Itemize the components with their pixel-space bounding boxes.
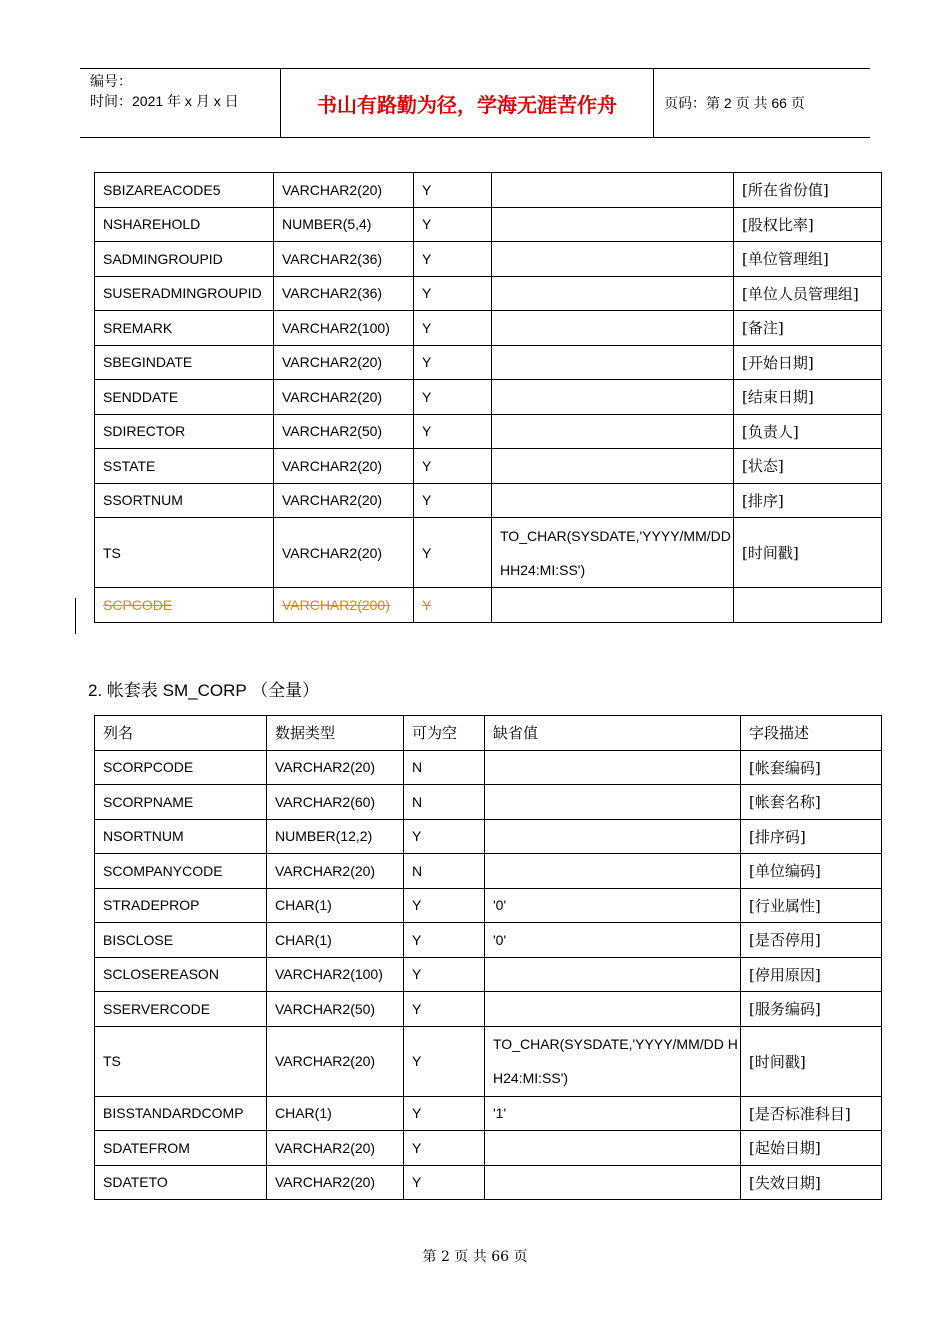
- nullable-cell: Y: [404, 957, 485, 992]
- description-cell: [帐套名称]: [741, 785, 882, 820]
- table-row: [95, 750, 882, 785]
- column-name-cell: SENDDATE: [95, 380, 274, 415]
- header-motto: 书山有路勤为径，学海无涯苦作舟: [281, 69, 654, 137]
- default-value-cell: [492, 173, 734, 208]
- data-type-cell: CHAR(1): [267, 888, 404, 923]
- default-value-cell: [485, 957, 741, 992]
- description-cell: [是否标准科目]: [741, 1096, 882, 1131]
- data-type-cell: VARCHAR2(100): [274, 311, 414, 346]
- table-row: [95, 345, 882, 380]
- nullable-cell: Y: [414, 380, 492, 415]
- column-name-cell: SBEGINDATE: [95, 345, 274, 380]
- nullable-cell: Y: [404, 1165, 485, 1200]
- default-value-cell: [492, 414, 734, 449]
- column-name-cell: SDATEFROM: [95, 1131, 267, 1166]
- table-row: [95, 483, 882, 518]
- table-row: [95, 173, 882, 208]
- column-name-cell: SDATETO: [95, 1165, 267, 1200]
- table-row: [95, 785, 882, 820]
- data-type-cell: NUMBER(12,2): [267, 819, 404, 854]
- table-row: [95, 992, 882, 1027]
- column-name-cell: SDIRECTOR: [95, 414, 274, 449]
- page-header: [80, 68, 870, 138]
- column-name-cell: SCPCODE: [95, 588, 274, 623]
- table-row: [95, 1165, 882, 1200]
- nullable-cell: Y: [414, 276, 492, 311]
- description-cell: [停用原因]: [741, 957, 882, 992]
- table-row: [95, 1026, 882, 1096]
- description-cell: [起始日期]: [741, 1131, 882, 1166]
- column-name-cell: SUSERADMINGROUPID: [95, 276, 274, 311]
- data-type-cell: VARCHAR2(200): [274, 588, 414, 623]
- description-cell: [所在省份值]: [734, 173, 882, 208]
- nullable-cell: Y: [414, 207, 492, 242]
- default-value-cell: [492, 449, 734, 484]
- column-name-cell: SCOMPANYCODE: [95, 854, 267, 889]
- table-row: [95, 923, 882, 958]
- page-footer: 第 2 页 共 66 页: [422, 1249, 528, 1265]
- table-row: [95, 207, 882, 242]
- nullable-cell: Y: [414, 242, 492, 277]
- column-name-cell: BISSTANDARDCOMP: [95, 1096, 267, 1131]
- description-cell: [是否停用]: [741, 923, 882, 958]
- data-type-cell: VARCHAR2(20): [274, 380, 414, 415]
- nullable-cell: N: [404, 785, 485, 820]
- header-description-cell: 字段描述: [741, 716, 882, 751]
- table-row: [95, 854, 882, 889]
- data-type-cell: VARCHAR2(20): [267, 1026, 404, 1096]
- default-value-cell: [492, 207, 734, 242]
- data-type-cell: VARCHAR2(20): [274, 449, 414, 484]
- data-type-cell: VARCHAR2(20): [274, 173, 414, 208]
- data-type-cell: VARCHAR2(50): [274, 414, 414, 449]
- field-table-continued-body: [95, 173, 882, 623]
- description-cell: [结束日期]: [734, 380, 882, 415]
- nullable-cell: Y: [414, 414, 492, 449]
- data-type-cell: VARCHAR2(20): [267, 750, 404, 785]
- table-row: [95, 311, 882, 346]
- data-type-cell: VARCHAR2(20): [267, 1165, 404, 1200]
- data-type-cell: CHAR(1): [267, 1096, 404, 1131]
- nullable-cell: Y: [414, 518, 492, 588]
- description-cell: [行业属性]: [741, 888, 882, 923]
- default-value-cell: [485, 854, 741, 889]
- column-name-cell: SCORPCODE: [95, 750, 267, 785]
- data-type-cell: VARCHAR2(100): [267, 957, 404, 992]
- column-name-cell: SADMINGROUPID: [95, 242, 274, 277]
- data-type-cell: VARCHAR2(20): [274, 518, 414, 588]
- table-row: [95, 588, 882, 623]
- column-name-cell: TS: [95, 1026, 267, 1096]
- default-value-cell: [485, 819, 741, 854]
- description-cell: [开始日期]: [734, 345, 882, 380]
- nullable-cell: Y: [404, 923, 485, 958]
- default-value-cell: '1': [485, 1096, 741, 1131]
- default-value-cell: [485, 750, 741, 785]
- default-value-cell: [492, 311, 734, 346]
- default-value-cell: [492, 380, 734, 415]
- table-row: [95, 957, 882, 992]
- column-name-cell: NSHAREHOLD: [95, 207, 274, 242]
- data-type-cell: VARCHAR2(20): [274, 345, 414, 380]
- nullable-cell: N: [404, 854, 485, 889]
- table-row: [95, 276, 882, 311]
- nullable-cell: Y: [404, 1096, 485, 1131]
- description-cell: [帐套编码]: [741, 750, 882, 785]
- section-title: 2. 帐套表 SM_CORP （全量）: [88, 681, 320, 700]
- table-row: [95, 449, 882, 484]
- column-name-cell: SSORTNUM: [95, 483, 274, 518]
- table-header-row: [95, 716, 882, 751]
- description-cell: [失效日期]: [741, 1165, 882, 1200]
- nullable-cell: Y: [414, 173, 492, 208]
- header-page-info: 页码：第 2 页 共 66 页: [664, 95, 805, 111]
- column-name-cell: NSORTNUM: [95, 819, 267, 854]
- data-type-cell: VARCHAR2(20): [274, 483, 414, 518]
- data-type-cell: VARCHAR2(36): [274, 276, 414, 311]
- description-cell: [时间戳]: [734, 518, 882, 588]
- column-name-cell: SBIZAREACODE5: [95, 173, 274, 208]
- table-row: [95, 414, 882, 449]
- nullable-cell: Y: [414, 483, 492, 518]
- nullable-cell: Y: [414, 345, 492, 380]
- revision-change-bar: [75, 598, 76, 634]
- default-value-cell: [485, 992, 741, 1027]
- header-meta: [80, 69, 281, 137]
- nullable-cell: Y: [404, 819, 485, 854]
- default-value-cell: '0': [485, 923, 741, 958]
- default-value-cell: [492, 345, 734, 380]
- default-value-cell: [485, 1131, 741, 1166]
- data-type-cell: VARCHAR2(50): [267, 992, 404, 1027]
- header-column-name-cell: 列名: [95, 716, 267, 751]
- description-cell: [排序码]: [741, 819, 882, 854]
- description-cell: [时间戳]: [741, 1026, 882, 1096]
- nullable-cell: Y: [404, 888, 485, 923]
- document-date: 时间：2021 年 x 月 x 日: [90, 93, 239, 109]
- default-value-cell: [492, 242, 734, 277]
- default-value-cell: [492, 483, 734, 518]
- nullable-cell: Y: [414, 588, 492, 623]
- description-cell: [负责人]: [734, 414, 882, 449]
- column-name-cell: SSTATE: [95, 449, 274, 484]
- header-nullable-cell: 可为空: [404, 716, 485, 751]
- nullable-cell: N: [404, 750, 485, 785]
- default-value-cell: [492, 588, 734, 623]
- nullable-cell: Y: [404, 1131, 485, 1166]
- column-name-cell: SCLOSEREASON: [95, 957, 267, 992]
- nullable-cell: Y: [404, 992, 485, 1027]
- description-cell: [734, 588, 882, 623]
- column-name-cell: TS: [95, 518, 274, 588]
- column-name-cell: SCORPNAME: [95, 785, 267, 820]
- field-table-continued: [94, 172, 882, 623]
- header-default-value-cell: 缺省值: [485, 716, 741, 751]
- table-row: [95, 1131, 882, 1166]
- nullable-cell: Y: [414, 311, 492, 346]
- nullable-cell: Y: [404, 1026, 485, 1096]
- sm-corp-table: [94, 715, 882, 1200]
- table-row: [95, 242, 882, 277]
- table-row: [95, 1096, 882, 1131]
- description-cell: [单位编码]: [741, 854, 882, 889]
- sm-corp-table-body: [95, 716, 882, 1200]
- default-value-cell: [492, 276, 734, 311]
- default-value-cell: TO_CHAR(SYSDATE,'YYYY/MM/DD HH24:MI:SS'): [485, 1026, 741, 1096]
- description-cell: [排序]: [734, 483, 882, 518]
- data-type-cell: CHAR(1): [267, 923, 404, 958]
- description-cell: [备注]: [734, 311, 882, 346]
- column-name-cell: SSERVERCODE: [95, 992, 267, 1027]
- description-cell: [状态]: [734, 449, 882, 484]
- table-row: [95, 518, 882, 588]
- data-type-cell: VARCHAR2(60): [267, 785, 404, 820]
- default-value-cell: TO_CHAR(SYSDATE,'YYYY/MM/DD HH24:MI:SS'): [492, 518, 734, 588]
- default-value-cell: [485, 1165, 741, 1200]
- column-name-cell: BISCLOSE: [95, 923, 267, 958]
- table-row: [95, 380, 882, 415]
- document-number-label: 编号：: [90, 73, 132, 89]
- nullable-cell: Y: [414, 449, 492, 484]
- description-cell: [单位管理组]: [734, 242, 882, 277]
- description-cell: [单位人员管理组]: [734, 276, 882, 311]
- description-cell: [股权比率]: [734, 207, 882, 242]
- table-row: [95, 819, 882, 854]
- default-value-cell: '0': [485, 888, 741, 923]
- header-data-type-cell: 数据类型: [267, 716, 404, 751]
- data-type-cell: VARCHAR2(36): [274, 242, 414, 277]
- data-type-cell: NUMBER(5,4): [274, 207, 414, 242]
- column-name-cell: SREMARK: [95, 311, 274, 346]
- column-name-cell: STRADEPROP: [95, 888, 267, 923]
- description-cell: [服务编码]: [741, 992, 882, 1027]
- data-type-cell: VARCHAR2(20): [267, 854, 404, 889]
- table-row: [95, 888, 882, 923]
- default-value-cell: [485, 785, 741, 820]
- data-type-cell: VARCHAR2(20): [267, 1131, 404, 1166]
